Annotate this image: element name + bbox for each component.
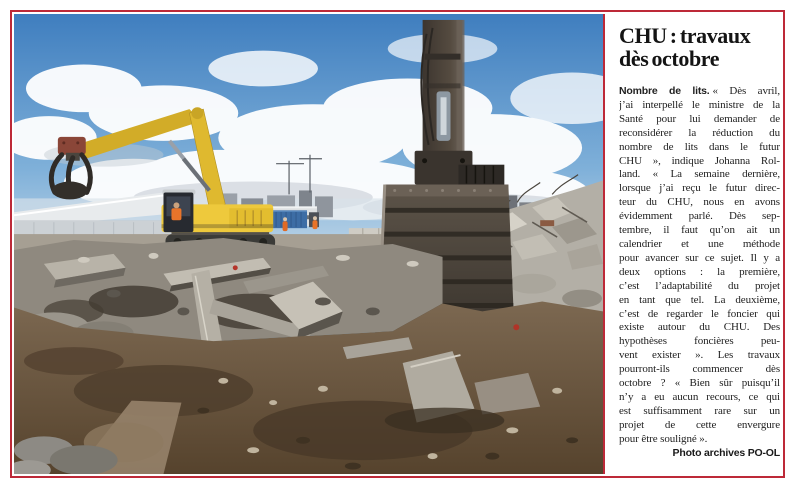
headline-line2: dès octobre xyxy=(619,46,720,71)
body-line: Santé pour lui demander de xyxy=(619,112,780,125)
body-line: pourront-ils commencer dès xyxy=(619,363,780,376)
shipping-container xyxy=(271,210,319,228)
body-line: est suffisamment rare sur un xyxy=(619,404,780,417)
body-line: évidemment parlé. Dès sep- xyxy=(619,210,780,223)
article-photo xyxy=(14,14,605,474)
headline-line1: CHU : travaux xyxy=(619,24,751,48)
body-line: land. « La semaine dernière, xyxy=(619,168,780,181)
body-line: n’y a eu aucun recours, ce qui xyxy=(619,390,780,403)
body-line: tembre, il faut qu’on ait un xyxy=(619,224,780,237)
photo-credit: Photo archives PO-OL xyxy=(672,446,780,459)
body-line: reconsidérer la réduction du xyxy=(619,126,780,139)
body-line: deux options : la première, xyxy=(619,265,780,278)
body-line: nombre de lits dans le futur xyxy=(619,140,780,153)
article-column xyxy=(619,24,780,474)
body-line: c’est de regarder le foncier qui xyxy=(619,307,780,320)
body-line: Nombre de lits. « Dès avril, xyxy=(619,85,780,97)
body-line: vent exister ». Les travaux xyxy=(619,349,780,362)
body-line: j’ai interpellé le ministre de la xyxy=(619,98,780,111)
body-line: c’est l’adaptabilité du projet xyxy=(619,279,780,292)
body-line: lorsque j’ai reçu le futur direc- xyxy=(619,182,780,195)
article-headline xyxy=(619,24,780,70)
body-line: octobre ? « Bien sûr puisqu’il xyxy=(619,377,780,390)
body-line: pour être souligné ». xyxy=(619,432,708,445)
body-line: existe autour du CHU. Des xyxy=(619,321,780,334)
body-line: calendrier et une méthode xyxy=(619,237,780,250)
article-lead-in: Nombre de lits. xyxy=(619,85,710,97)
body-line: en tant que tel. La deuxième, xyxy=(619,293,780,306)
demolition-scene-illustration xyxy=(14,14,603,474)
body-line: pour avancer sur ce sujet. Il y a xyxy=(619,251,780,264)
clipping-frame xyxy=(10,10,785,478)
body-line: projet de cette envergure xyxy=(619,418,780,431)
body-line: teur du CHU, nous en avons xyxy=(619,196,780,209)
body-line: CHU », indique Johanna Rol- xyxy=(619,154,780,167)
body-line: hypothèses foncières peu- xyxy=(619,335,780,348)
excavator-cab xyxy=(163,192,193,232)
